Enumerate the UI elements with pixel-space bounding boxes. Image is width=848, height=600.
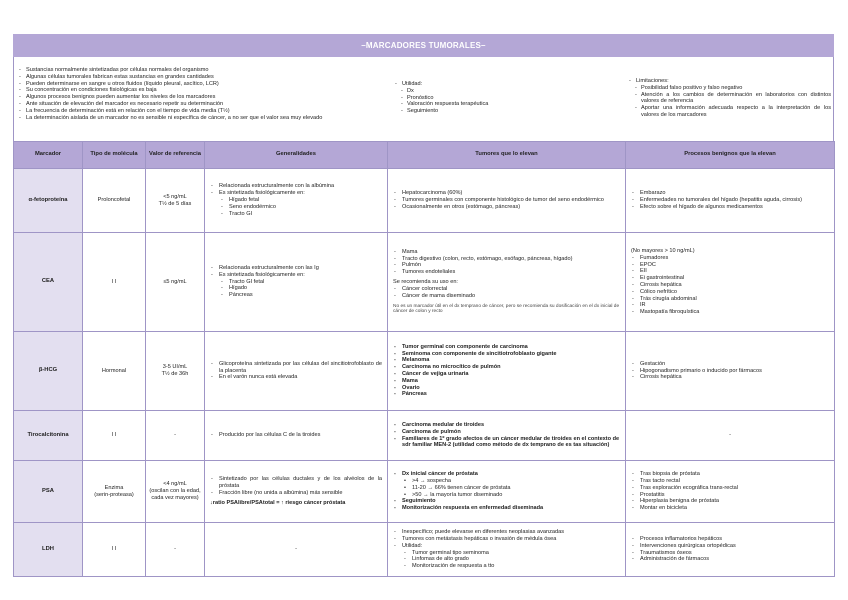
benign-item: - Ei gastrointestinal [631, 275, 829, 282]
generalities-cell [205, 332, 388, 411]
col-header: Tipo de molécula [83, 142, 146, 169]
tumor-subitem: • >50 → la mayoría tumor diseminado [403, 492, 620, 499]
table-row [14, 169, 835, 233]
col-header: Procesos benignos que la elevan [626, 142, 835, 169]
col-header: Tumores que lo elevan [388, 142, 626, 169]
molecule-type: Enzima (serin-proteasa) [83, 461, 146, 523]
utility-item: - Valoración respuesta terapéutica [400, 101, 584, 108]
benign-item: - Hiperplasia benigna de próstata [631, 498, 829, 505]
table-row [14, 411, 835, 461]
tumor-item: - Monitorización respuesta en enfermedad diseminada [393, 505, 620, 512]
tumor-item: - Pulmón [393, 262, 620, 269]
benign-cell [626, 332, 835, 411]
tumor-item: - Tumores germinales con componente histológico de tumor del seno endodérmico [393, 197, 620, 204]
general-item: - En el varón nunca está elevada [210, 374, 382, 381]
benign-item: - Tras tacto rectal [631, 478, 829, 485]
marker-name: α-fetoproteína [14, 169, 83, 233]
limitations-list [634, 85, 831, 119]
general-subitem: - Seno endodérmico [220, 204, 382, 211]
benign-item: - Hipogonadismo primario o inducido por fármacos [631, 368, 829, 375]
general-item: - Relacionada estructuralmente con las Ig [210, 265, 382, 272]
limitation-item: - Aportar una información adecuada respecto a la interpretación de los valores de los marcadores [634, 105, 831, 119]
tumors-cell [388, 233, 626, 332]
table-header-row [14, 142, 835, 169]
benign-item: - Administración de fármacos [631, 556, 829, 563]
benign-item: - Prostatitis [631, 492, 829, 499]
tumor-item: - Carcinoma de pulmón [393, 429, 620, 436]
tumors-cell [388, 461, 626, 523]
tumor-item: - Mama [393, 378, 620, 385]
limitations-title: - Limitaciones: [628, 78, 831, 85]
benign-item: - Fumadores [631, 255, 829, 262]
general-subitem: - Páncreas [220, 292, 382, 299]
general-item: - Relacionada estructuralmente con la albúmina [210, 183, 382, 190]
intro-limitations [628, 78, 831, 119]
col-header: Marcador [14, 142, 83, 169]
tumor-item: - Cáncer de vejiga urinaria [393, 371, 620, 378]
general-item: - Fracción libre (no unida a albúmina) más sensible [210, 490, 382, 497]
tumor-item: - Seguimiento [393, 498, 620, 505]
tumors-cell [388, 411, 626, 461]
intro-general-list [18, 67, 380, 122]
benign-item: - Enfermedades no tumorales del hígado (hepatitis aguda, cirrosis) [631, 197, 829, 204]
table-row [14, 233, 835, 332]
molecule-type: Hormonal [83, 332, 146, 411]
generalities-cell [205, 233, 388, 332]
tumor-item: - Ocasionalmente en otros (estómago, páncreas) [393, 204, 620, 211]
intro-utility [394, 81, 584, 115]
tumor-item: - Ovario [393, 385, 620, 392]
tumor-item: - Tumores endoteliales [393, 269, 620, 276]
table-row [14, 461, 835, 523]
benign-item: - Tras biopsia de próstata [631, 471, 829, 478]
utility-item: - Dx [400, 88, 584, 95]
utility-list [400, 88, 584, 115]
benign-item: - Cólico nefrítico [631, 289, 829, 296]
tumor-item: - Hepatocarcinoma (60%) [393, 190, 620, 197]
benign-item: - IR [631, 302, 829, 309]
tumor-subitem: - Cáncer colorrectal [393, 286, 620, 293]
utility-item: - Seguimiento [400, 108, 584, 115]
tumor-item: - Dx inicial cáncer de próstata [393, 471, 620, 478]
intro-item: - Pueden determinarse en sangre u otros fluidos (líquido pleural, ascítico, LCR) [18, 81, 380, 88]
general-item: - Es sintetizada fisiológicamente en: [210, 190, 382, 197]
general-subitem: - Hígado fetal [220, 197, 382, 204]
tumor-item: - Páncreas [393, 391, 620, 398]
general-subitem: - Tracto GI fetal [220, 279, 382, 286]
intro-item: - Algunos procesos benignos pueden aumentar los niveles de los marcadores [18, 94, 380, 101]
page-title: –MARCADORES TUMORALES– [13, 34, 834, 57]
general-item: - Glicoproteína sintetizada por las células del sincitiotrofoblasto de la placenta [210, 361, 382, 375]
table-row [14, 332, 835, 411]
tumor-subitem: - Monitorización de respuesta a tto [403, 563, 620, 570]
benign-item: - Traumatismos óseos [631, 550, 829, 557]
benign-item: - Tras exploración ecográfica trans-rectal [631, 485, 829, 492]
benign-item: - Efecto sobre el hígado de algunos medicamentos [631, 204, 829, 211]
psa-ratio: ↓ratio PSAlibre/PSAtotal = ↑ riesgo cáncer próstata [210, 499, 346, 506]
tumors-cell [388, 523, 626, 577]
benign-cell: - [626, 411, 835, 461]
reference-value: - [146, 411, 205, 461]
tumor-item: - Tumores con metástasis hepáticas o invasión de médula ósea [393, 536, 620, 543]
tumors-cell [388, 332, 626, 411]
col-header: Generalidades [205, 142, 388, 169]
tumor-subitem: - Cáncer de mama diseminado [393, 293, 620, 300]
benign-item: - Mastopatía fibroquística [631, 309, 829, 316]
tumor-item: - Seminoma con componente de sincitiotrofoblasto gigante [393, 351, 620, 358]
general-item: - Es sintetizada fisiológicamente en: [210, 272, 382, 279]
intro-item: - Su concentración en condiciones fisiológicas es baja [18, 87, 380, 94]
general-subitem: - Tracto GI [220, 211, 382, 218]
molecule-type: I I [83, 523, 146, 577]
intro-section [13, 57, 834, 141]
utility-item: - Pronóstico [400, 95, 584, 102]
benign-item: - Embarazo [631, 190, 829, 197]
general-item: - Sintetizado por las células ductales y de los alvéolos de la próstata [210, 476, 382, 490]
benign-item: - Cirrosis hepática [631, 374, 829, 381]
benign-cell [626, 233, 835, 332]
molecule-type: Proloncofetal [83, 169, 146, 233]
reference-value: - [146, 523, 205, 577]
reference-value: ≤5 ng/mL [146, 233, 205, 332]
tumor-subitem: • >4 → sospecha [403, 478, 620, 485]
limitation-item: - Posibilidad falso positivo y falso negativo [634, 85, 831, 92]
benign-item: - Montar en bicicleta [631, 505, 829, 512]
limitation-item: - Atención a los cambios de determinación en laboratorios con distintos valores de referencia [634, 92, 831, 106]
molecule-type: I I [83, 411, 146, 461]
tumor-item: - Utilidad: [393, 543, 620, 550]
intro-item: - La frecuencia de determinación está en relación con el tiempo de vida media (T½) [18, 108, 380, 115]
reference-value: 3-5 UI/mL T½ de 36h [146, 332, 205, 411]
tumors-footnote: No es un marcador útil en el dx temprano de cáncer, pero se recomienda su dosificación en el dx inicial de cáncer de colon y recto [393, 303, 620, 315]
benign-item: - EII [631, 268, 829, 275]
molecule-type: I I [83, 233, 146, 332]
tumor-item: - Melanoma [393, 357, 620, 364]
generalities-cell [205, 169, 388, 233]
generalities-cell [205, 411, 388, 461]
tumor-subitem: - Linfomas de alto grado [403, 556, 620, 563]
generalities-cell [205, 461, 388, 523]
utility-title: - Utilidad: [394, 81, 584, 88]
intro-item: - Sustancias normalmente sintetizadas por células normales del organismo [18, 67, 380, 74]
intro-item: - Ante situación de elevación del marcador es necesario repetir su determinación [18, 101, 380, 108]
benign-item: - Intervenciones quirúrgicas ortopédicas [631, 543, 829, 550]
general-item: - Producido por las células C de la tiroides [210, 432, 382, 439]
marker-name: β-HCG [14, 332, 83, 411]
tumor-item: - Carcinoma medular de tiroides [393, 422, 620, 429]
tumor-item: - Carcinoma no microcítico de pulmón [393, 364, 620, 371]
generalities-cell: - [205, 523, 388, 577]
intro-item: - Algunas células tumorales fabrican estas sustancias en grandes cantidades [18, 74, 380, 81]
benign-item: - Cirrosis hepática [631, 282, 829, 289]
benign-cell [626, 169, 835, 233]
benign-item: - Trás cirugía abdominal [631, 296, 829, 303]
intro-item: - La determinación aislada de un marcador no es sensible ni específica de cáncer, a no ser que el valor sea muy elevado [18, 115, 380, 122]
general-subitem: - Hígado [220, 285, 382, 292]
marker-name: CEA [14, 233, 83, 332]
page [13, 34, 834, 577]
tumor-subitem: • 11-20 → 66% tienen cáncer de próstata [403, 485, 620, 492]
tumor-item: - Familiares de 1º grado afectos de un cáncer medular de tiroides en el contexto de sdr familiar MEN-2 (utilidad como método de dx temprano de es tas situación) [393, 436, 620, 450]
reference-value: <5 ng/mL T½ de 5 días [146, 169, 205, 233]
col-header: Valor de referencia [146, 142, 205, 169]
marker-name: PSA [14, 461, 83, 523]
benign-item: - Gestación [631, 361, 829, 368]
tumors-cell [388, 169, 626, 233]
tumor-item: - Mama [393, 249, 620, 256]
benign-cell [626, 461, 835, 523]
table-row [14, 523, 835, 577]
benign-title: (No mayores > 10 ng/mL) [631, 247, 695, 254]
marker-name: Tirocalcitonina [14, 411, 83, 461]
marker-name: LDH [14, 523, 83, 577]
tumors-note: Se recomienda su uso en: [393, 279, 458, 286]
benign-item: - Procesos inflamatorios hepáticos [631, 536, 829, 543]
tumor-subitem: - Tumor germinal tipo seminoma [403, 550, 620, 557]
markers-table [13, 141, 835, 577]
tumor-item: - Inespecífico; puede elevarse en diferentes neoplasias avanzadas [393, 529, 620, 536]
benign-item: - EPOC [631, 262, 829, 269]
benign-cell [626, 523, 835, 577]
tumor-item: - Tracto digestivo (colon, recto, estómago, esófago, páncreas, hígado) [393, 256, 620, 263]
tumor-item: - Tumor germinal con componente de carcinoma [393, 344, 620, 351]
reference-value: <4 ng/mL (oscilan con la edad, cada vez mayores) [146, 461, 205, 523]
